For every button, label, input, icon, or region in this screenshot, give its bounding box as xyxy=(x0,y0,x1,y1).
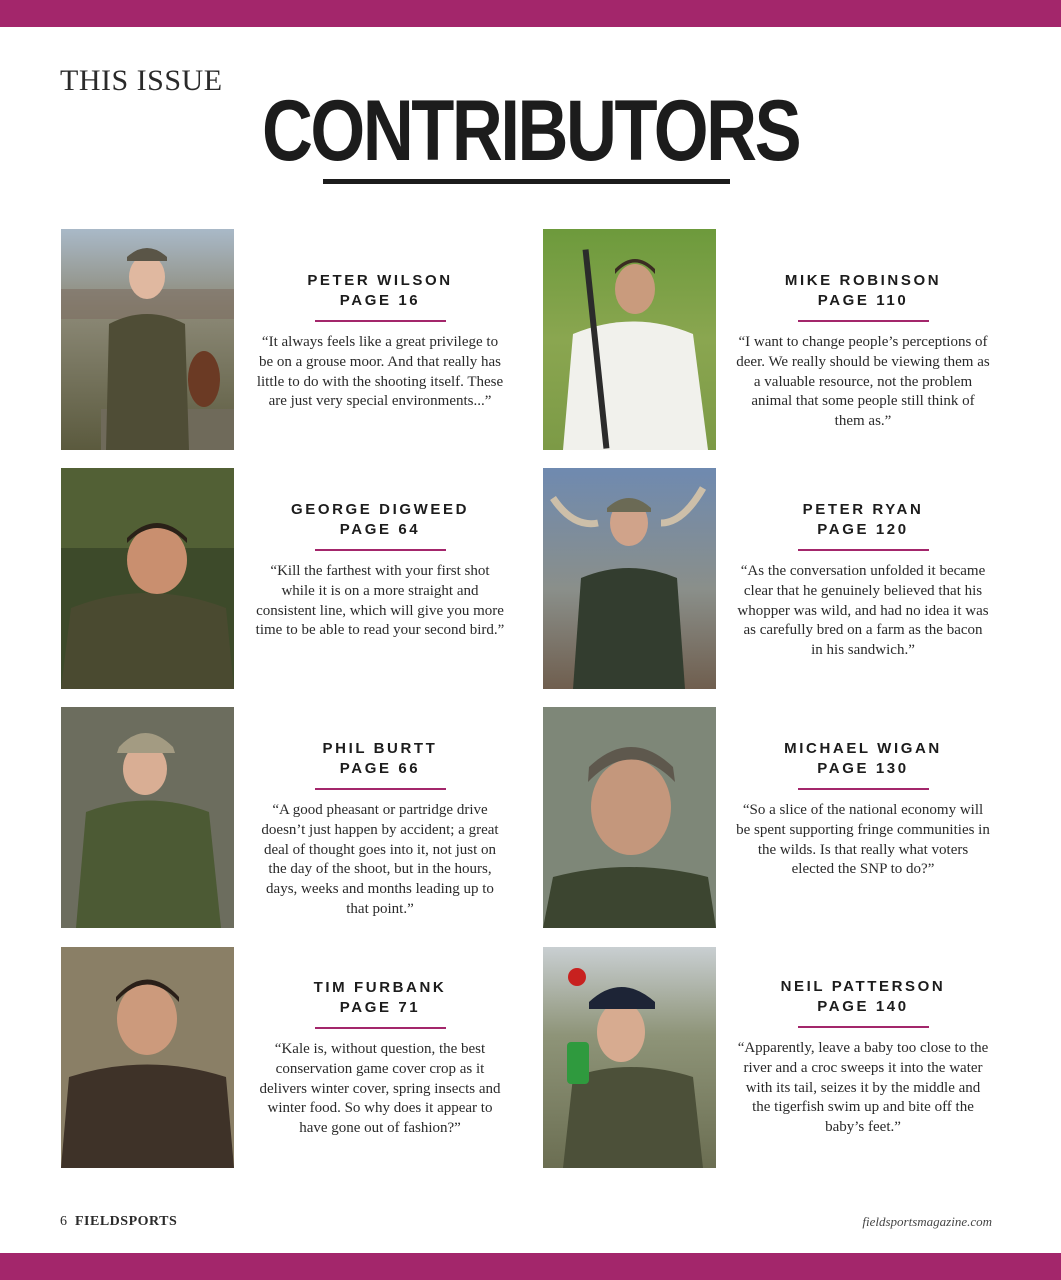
contributor-photo-mike-robinson xyxy=(543,229,716,450)
divider xyxy=(798,788,929,790)
footer-url[interactable]: fieldsportsmagazine.com xyxy=(862,1214,992,1229)
contributor-photo-michael-wigan xyxy=(543,707,716,928)
divider xyxy=(798,1026,929,1028)
magazine-brand: FIELDSPORTS xyxy=(75,1214,178,1229)
contributor-name: GEORGE DIGWEED xyxy=(290,501,470,518)
divider xyxy=(798,320,929,322)
contributor-photo-peter-wilson xyxy=(61,229,234,450)
contributor-card xyxy=(732,739,994,880)
contributor-name: TIM FURBANK xyxy=(313,979,447,996)
contributor-page-link[interactable]: PAGE 130 xyxy=(817,760,909,777)
contributor-quote: “Kale is, without question, the best conservation game cover crop as it delivers winter cover, spring insects and winter food. So why does it appear to have gone out of fashion?” xyxy=(259,1041,501,1137)
contributor-card xyxy=(249,271,511,412)
contributor-quote: “A good pheasant or partridge drive doesn’t just happen by accident; a great deal of thought goes into it, not just on the day of the shoot, but in the hours, days, weeks and months leading up to that point.” xyxy=(261,802,499,917)
contributor-photo-peter-ryan xyxy=(543,468,716,689)
contributor-name: MIKE ROBINSON xyxy=(784,272,942,289)
contributor-page-link[interactable]: PAGE 110 xyxy=(817,292,909,309)
page-title: CONTRIBUTORS xyxy=(261,83,800,179)
contributor-card xyxy=(249,739,511,920)
contributor-quote: “I want to change people’s perceptions of deer. We really should be viewing them as a valuable resource, not the problem animal that some people still think of them as.” xyxy=(736,334,990,430)
contributor-quote: “So a slice of the national economy will be spent supporting fringe communities in the wilds. Is that really what voters elected the SNP to do?” xyxy=(736,802,990,878)
contributor-name: MICHAEL WIGAN xyxy=(784,740,942,757)
page-number: 6 xyxy=(60,1214,67,1229)
contributor-card xyxy=(732,271,994,432)
footer-folio xyxy=(60,1214,177,1230)
contributor-page-link[interactable]: PAGE 120 xyxy=(817,521,909,538)
contributor-page-link[interactable]: PAGE 140 xyxy=(817,998,909,1015)
contributor-photo-phil-burtt xyxy=(61,707,234,928)
contributor-card xyxy=(249,978,511,1139)
contributor-photo-tim-furbank xyxy=(61,947,234,1168)
top-accent-band xyxy=(0,0,1061,27)
contributor-quote: “It always feels like a great privilege to be on a grouse moor. And that really has little to do with the shooting itself. These are just very special environments...” xyxy=(256,334,504,410)
divider xyxy=(798,549,929,551)
contributor-quote: “Kill the farthest with your first shot while it is on a more straight and consistent line, which will give you more time to be able to read your second bird.” xyxy=(255,563,505,639)
contributor-card xyxy=(732,500,994,661)
contributor-quote: “Apparently, leave a baby too close to the river and a croc sweeps it into the water with its tail, seizes it by the middle and the tigerfish swim up and bite off the baby’s feet.” xyxy=(737,1040,989,1136)
contributor-page-link[interactable]: PAGE 66 xyxy=(339,760,421,777)
contributor-page-link[interactable]: PAGE 64 xyxy=(339,521,421,538)
divider xyxy=(315,1027,446,1029)
contributor-name: PHIL BURTT xyxy=(322,740,438,757)
contributor-page-link[interactable]: PAGE 16 xyxy=(339,292,421,309)
contributor-name: NEIL PATTERSON xyxy=(780,978,946,995)
divider xyxy=(315,788,446,790)
contributor-card xyxy=(732,977,994,1138)
bottom-accent-band xyxy=(0,1253,1061,1280)
contributor-name: PETER WILSON xyxy=(307,272,453,289)
contributor-photo-george-digweed xyxy=(61,468,234,689)
title-wrap xyxy=(0,83,1061,179)
section-kicker: THIS ISSUE xyxy=(60,64,223,97)
contributor-card xyxy=(249,500,511,641)
title-underline xyxy=(323,179,730,184)
contributor-name: PETER RYAN xyxy=(802,501,924,518)
divider xyxy=(315,549,446,551)
contributor-quote: “As the conversation unfolded it became clear that he genuinely believed that his whopper was wild, and had no idea it was as carefully bred on a farm as the bacon in his sandwich.” xyxy=(737,563,989,659)
contributor-page-link[interactable]: PAGE 71 xyxy=(339,999,421,1016)
contributor-photo-neil-patterson xyxy=(543,947,716,1168)
divider xyxy=(315,320,446,322)
